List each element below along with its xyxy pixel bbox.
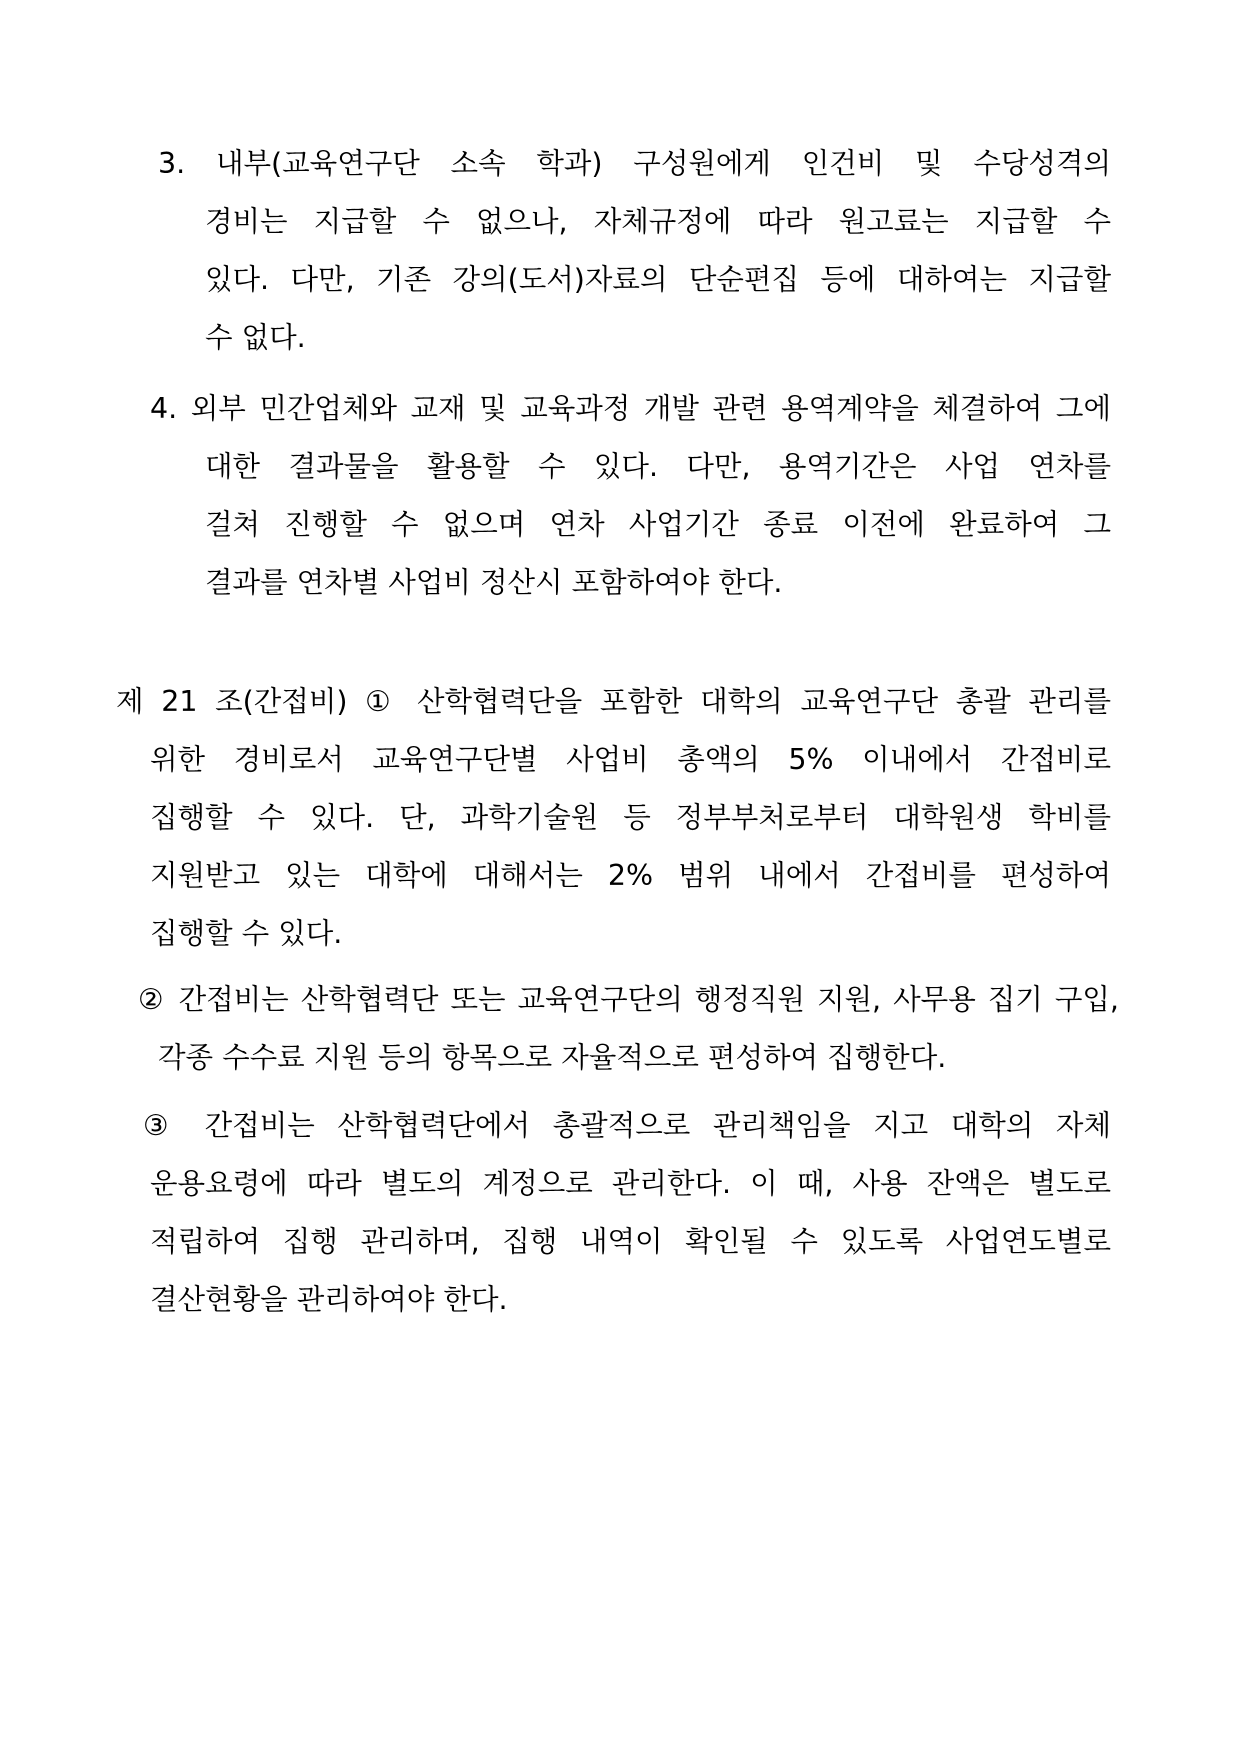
item3-line-1: 3. 내부(교육연구단 소속 학과) 구성원에게 인건비 및 수당성격의 <box>158 147 1111 180</box>
item3-line-2: 경비는 지급할 수 없으나, 자체규정에 따라 원고료는 지급할 수 <box>205 205 1111 238</box>
article21-line-5: 집행할 수 있다. <box>150 917 343 950</box>
item3-line-3: 있다. 다만, 기존 강의(도서)자료의 단순편집 등에 대하여는 지급할 <box>205 263 1111 296</box>
article21-para3-line-3: 적립하여 집행 관리하며, 집행 내역이 확인될 수 있도록 사업연도별로 <box>150 1225 1111 1258</box>
item3-line-4: 수 없다. <box>205 321 306 354</box>
article21-para3-line-4: 결산현황을 관리하여야 한다. <box>150 1283 508 1316</box>
article21-line-2: 위한 경비로서 교육연구단별 사업비 총액의 5% 이내에서 간접비로 <box>150 743 1111 776</box>
article21-para3-line-1: ③ 간접비는 산학협력단에서 총괄적으로 관리책임을 지고 대학의 자체 <box>143 1109 1111 1142</box>
item4-line-1: 4. 외부 민간업체와 교재 및 교육과정 개발 관련 용역계약을 체결하여 그에 <box>150 392 1111 425</box>
article21-line-3: 집행할 수 있다. 단, 과학기술원 등 정부부처로부터 대학원생 학비를 <box>150 801 1111 834</box>
article21-line-4: 지원받고 있는 대학에 대해서는 2% 범위 내에서 간접비를 편성하여 <box>150 859 1111 892</box>
item4-line-2: 대한 결과물을 활용할 수 있다. 다만, 용역기간은 사업 연차를 <box>205 450 1111 483</box>
article21-para2-line-1: ② 간접비는 산학협력단 또는 교육연구단의 행정직원 지원, 사무용 집기 구입, <box>138 983 1119 1016</box>
article21-para2-line-2: 각종 수수료 지원 등의 항목으로 자율적으로 편성하여 집행한다. <box>158 1041 947 1074</box>
article21-para3-line-2: 운용요령에 따라 별도의 계정으로 관리한다. 이 때, 사용 잔액은 별도로 <box>150 1167 1111 1200</box>
article21-line-1: 제 21 조(간접비) ① 산학협력단을 포함한 대학의 교육연구단 총괄 관리를 <box>116 685 1111 718</box>
item4-line-4: 결과를 연차별 사업비 정산시 포함하여야 한다. <box>205 566 783 599</box>
item4-line-3: 걸쳐 진행할 수 없으며 연차 사업기간 종료 이전에 완료하여 그 <box>205 508 1111 541</box>
